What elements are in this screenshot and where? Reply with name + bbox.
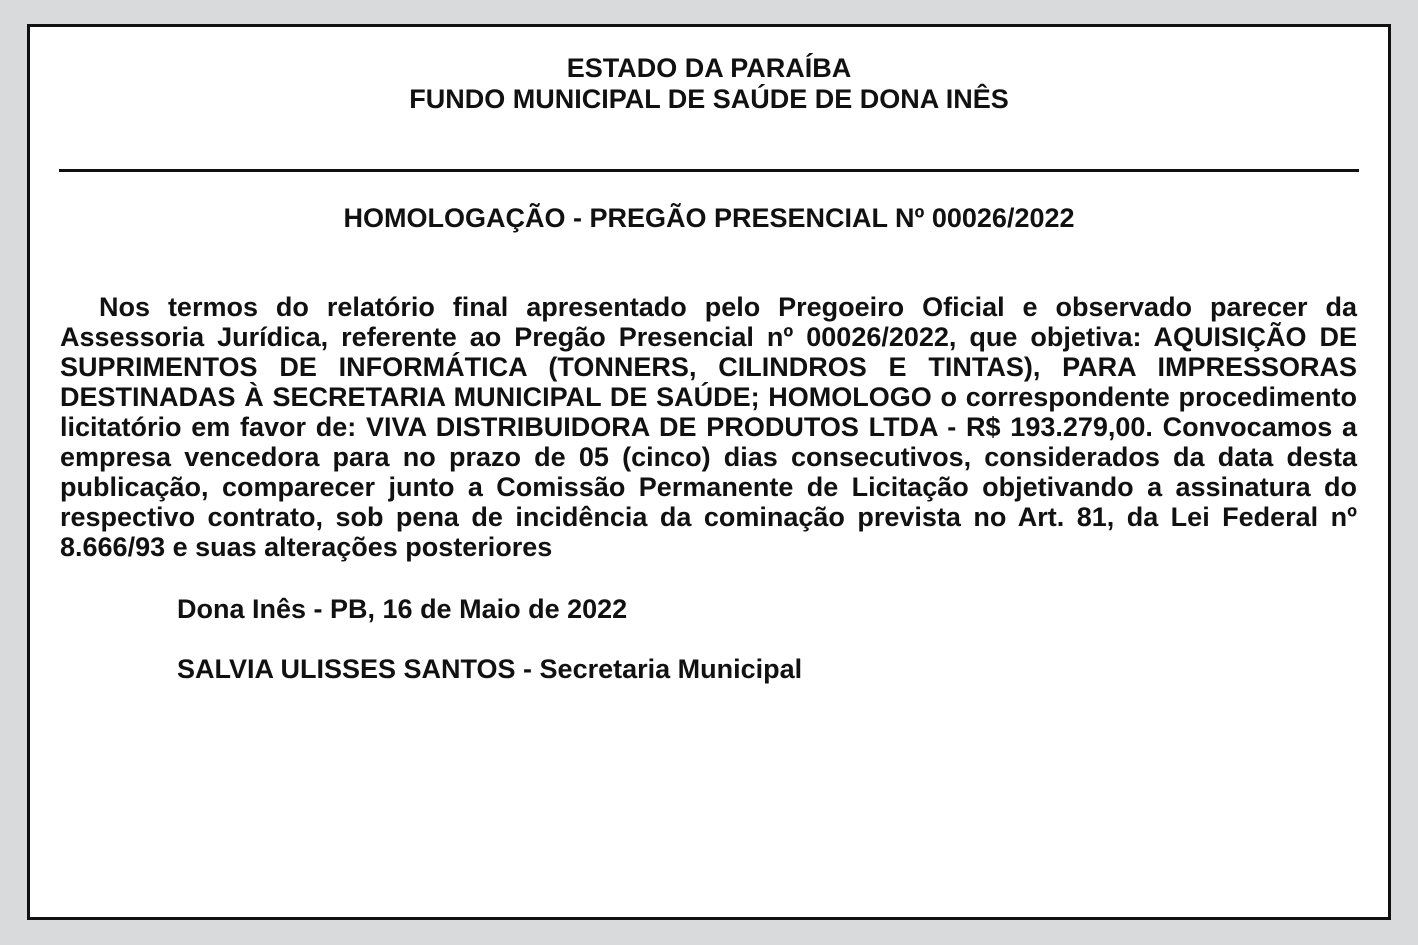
divider <box>59 169 1359 172</box>
state-name: ESTADO DA PARAÍBA <box>566 53 852 83</box>
header <box>30 53 1388 115</box>
signature: SALVIA ULISSES SANTOS - Secretaria Municipal <box>177 654 803 684</box>
place-date: Dona Inês - PB, 16 de Maio de 2022 <box>177 594 628 624</box>
notice-box <box>27 24 1391 920</box>
notice-title: HOMOLOGAÇÃO - PREGÃO PRESENCIAL Nº 00026/2022 <box>343 203 1075 233</box>
entity-name: FUNDO MUNICIPAL DE SAÚDE DE DONA INÊS <box>409 84 1009 114</box>
notice-body: Nos termos do relatório final apresentado pelo Pregoeiro Oficial e observado parecer da Assessoria Jurídica, referente ao Pregão Presencial nº 00026/2022, que objetiva: AQUISIÇÃO DE SUPRIMENTOS DE INFORMÁTICA (TONNERS, CILINDROS E TINTAS), PARA IMPRESSORAS DESTINADAS À SECRETARIA MUNICIPAL DE SAÚDE; HOMOLOGO o correspondente procedimento licitatório em favor de: VIVA DISTRIBUIDORA DE PRODUTOS LTDA - R$ 193.279,00. Convocamos a empresa vencedora para no prazo de 05 (cinco) dias consecutivos, considerados da data desta publicação, comparecer junto a Comissão Permanente de Licitação objetivando a assinatura do respectivo contrato, sob pena de incidência da cominação prevista no Art. 81, da Lei Federal nº 8.666/93 e suas alterações posteriores <box>60 292 1357 562</box>
